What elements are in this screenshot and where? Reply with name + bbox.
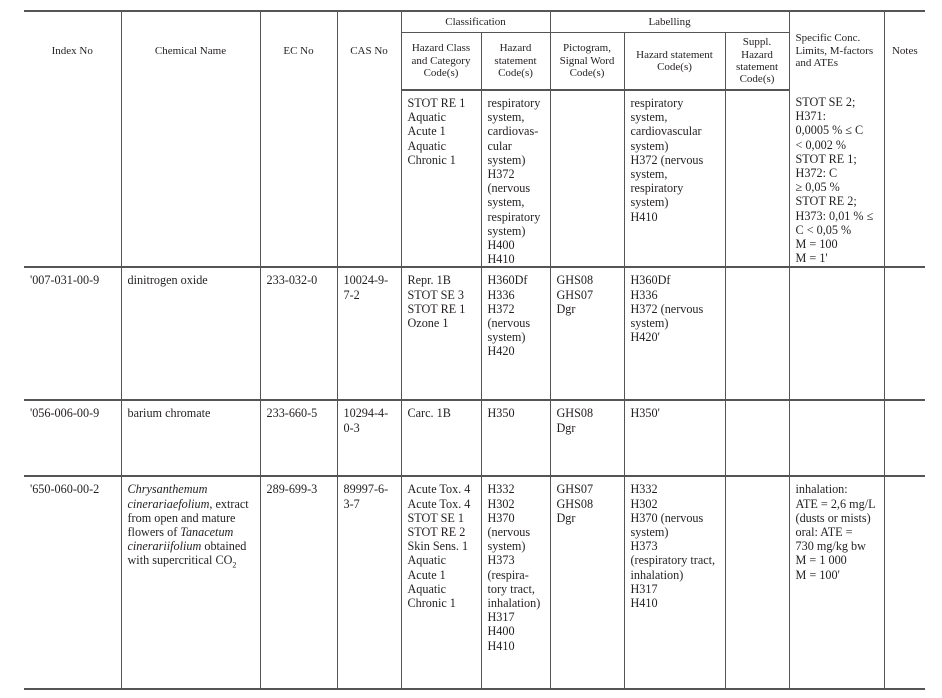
cell-cas-no — [337, 90, 401, 267]
cell-specific-conc — [789, 400, 884, 476]
cell-line: H317 — [630, 581, 658, 596]
cell-line: STOT SE 3 — [407, 287, 464, 302]
table-row — [24, 476, 925, 689]
cell-index-no: '650-060-00-2 — [24, 476, 121, 689]
cell-line: 10024-9- — [343, 273, 389, 288]
cell-line: H400 — [487, 238, 515, 253]
cell-line: Acute 1 — [407, 124, 446, 139]
cell-line: STOT RE 2 — [407, 525, 466, 540]
cell-line: system) — [487, 152, 526, 167]
cell-line: C < 0,05 % — [795, 222, 852, 237]
cell-line: GHS08 — [556, 273, 594, 288]
cell-line: system) — [487, 539, 526, 554]
cell-line: M = 1 000 — [795, 553, 847, 568]
header-cas-no: CAS No — [337, 11, 401, 90]
cell-line: H336 — [630, 287, 658, 302]
cell-line: respiratory — [630, 181, 684, 196]
cell-line: system, — [487, 110, 525, 125]
cell-line: (nervous — [487, 181, 531, 196]
cell-line: STOT RE 1; — [795, 151, 857, 166]
cell-line: 10294-4- — [343, 406, 389, 421]
cell-pictogram — [550, 400, 624, 476]
cell-line: 0,0005 % ≤ C — [795, 123, 864, 138]
cell-line: M = 100 — [795, 237, 838, 252]
cell-line: H410 — [487, 252, 515, 267]
cell-line: STOT RE 1 — [407, 301, 466, 316]
cell-cas-no — [337, 476, 401, 689]
cell-index-no: '007-031-00-9 — [24, 267, 121, 400]
cell-line: H373 — [630, 539, 658, 554]
chemical-name-part: Chrysanthemum cinerariaefolium — [127, 482, 210, 511]
cell-line: Ozone 1 — [407, 316, 449, 331]
cell-line: respiratory — [487, 96, 541, 110]
cell-ec-no: 289-699-3 — [260, 476, 337, 689]
cell-pictogram — [550, 476, 624, 689]
cell-line: H332 — [487, 482, 515, 497]
cell-line: GHS08 — [556, 406, 594, 421]
cell-index-no: '056-006-00-9 — [24, 400, 121, 476]
cell-line: system) — [630, 138, 669, 153]
cell-line: Acute 1 — [407, 567, 446, 582]
cell-line: Dgr — [556, 420, 576, 435]
cell-class-hazard-statement — [481, 267, 550, 400]
cell-suppl-hazard — [725, 400, 789, 476]
cell-line: (respiratory tract, — [630, 553, 716, 568]
cell-line: H370 — [487, 510, 515, 525]
cell-line: H400 — [487, 624, 515, 639]
cell-line: inhalation: — [795, 482, 848, 497]
header-notes: Notes — [884, 11, 925, 90]
cell-class-hazard-statement — [481, 400, 550, 476]
cell-specific-conc — [789, 476, 884, 689]
cell-notes — [884, 400, 925, 476]
cell-line: GHS08 — [556, 496, 594, 511]
cell-hazard-class — [401, 400, 481, 476]
cell-line: H410 — [487, 638, 515, 653]
header-classification: Classification — [401, 11, 550, 33]
table-row — [24, 400, 925, 476]
cell-line: 3-7 — [343, 496, 360, 511]
cell-line: cular — [487, 138, 512, 153]
cell-line: H373 — [487, 553, 515, 568]
header-index-no: Index No — [24, 11, 121, 90]
cell-line: system) — [630, 525, 669, 540]
cell-line: system) — [487, 223, 526, 238]
cell-line: H420' — [630, 330, 660, 345]
cell-specific-conc — [789, 267, 884, 400]
cell-line: H372 (nervous — [630, 301, 704, 316]
header-class-hazard-statement: Hazard statement Code(s) — [481, 33, 550, 91]
cell-ec-no: 233-660-5 — [260, 400, 337, 476]
cell-line: H317 — [487, 610, 515, 625]
cell-pictogram — [550, 90, 624, 267]
chemical-name-part: Tanacetum cinerariifolium — [127, 525, 234, 554]
cell-line: inhalation) — [630, 567, 684, 582]
cell-line: H372 — [487, 301, 515, 316]
chemical-name-part: , extract from open and mature flowers of — [127, 496, 249, 540]
cell-line: H372: C — [795, 166, 838, 181]
cell-line: H350 — [487, 406, 515, 421]
cell-line: M = 1' — [795, 251, 828, 266]
table-row — [24, 90, 925, 267]
cell-line: 730 mg/kg bw — [795, 539, 866, 554]
cell-line: STOT RE 1 — [407, 96, 466, 110]
cell-line: Acute Tox. 4 — [407, 482, 471, 497]
cell-line: H370 (nervous — [630, 510, 704, 525]
cell-line: H410 — [630, 209, 658, 224]
cell-line: STOT SE 2; — [795, 95, 856, 109]
cell-line: STOT RE 2; — [795, 194, 857, 209]
cell-hazard-class — [401, 267, 481, 400]
cell-line: cardiovas- — [487, 124, 539, 139]
cell-line: H302 — [630, 496, 658, 511]
cell-line: Acute Tox. 4 — [407, 496, 471, 511]
cell-line: Aquatic — [407, 581, 447, 596]
hazard-classification-table — [24, 10, 925, 690]
cell-line: M = 100' — [795, 567, 840, 582]
cell-line: cardiovascular — [630, 124, 702, 139]
cell-line: STOT SE 1 — [407, 510, 464, 525]
cell-line: Chronic 1 — [407, 152, 456, 167]
cell-line: Chronic 1 — [407, 596, 456, 611]
cell-line: respiratory — [487, 209, 541, 224]
cell-line: respiratory — [630, 96, 684, 110]
cell-label-hazard-statement — [624, 90, 725, 267]
cell-suppl-hazard — [725, 90, 789, 267]
cell-ec-no: 233-032-0 — [260, 267, 337, 400]
subscript: 2 — [232, 560, 237, 570]
cell-line: H336 — [487, 287, 515, 302]
cell-class-hazard-statement — [481, 90, 550, 267]
cell-line: (nervous — [487, 525, 531, 540]
header-chemical-name: Chemical Name — [121, 11, 260, 90]
cell-line: H332 — [630, 482, 658, 497]
cell-line: (respira- — [487, 567, 529, 582]
table-row — [24, 267, 925, 400]
cell-line: system, — [487, 195, 525, 210]
cell-line: H302 — [487, 496, 515, 511]
cell-suppl-hazard — [725, 267, 789, 400]
cell-chemical-name: dinitrogen oxide — [121, 267, 260, 400]
cell-line: Aquatic — [407, 138, 447, 153]
cell-line: system) — [630, 316, 669, 331]
header-ec-no: EC No — [260, 11, 337, 90]
cell-line: H360Df — [487, 273, 528, 288]
cell-line: 7-2 — [343, 287, 360, 302]
cell-label-hazard-statement — [624, 267, 725, 400]
cell-line: Skin Sens. 1 — [407, 539, 469, 554]
cell-line: ATE = 2,6 mg/L — [795, 496, 876, 511]
cell-index-no — [24, 90, 121, 267]
cell-line: H410 — [630, 596, 658, 611]
cell-line: H372 (nervous — [630, 152, 704, 167]
cell-line: tory tract, — [487, 581, 535, 596]
cell-line: H420 — [487, 344, 515, 359]
cell-line: H360Df — [630, 273, 671, 288]
cell-line: (nervous — [487, 316, 531, 331]
cell-line: 89997-6- — [343, 482, 389, 497]
cell-line: inhalation) — [487, 596, 541, 611]
header-specific-conc: Specific Conc. Limits, M-factors and ATEs — [789, 11, 884, 90]
cell-notes — [884, 90, 925, 267]
cell-line: oral: ATE = — [795, 525, 853, 540]
cell-line: H373: 0,01 % ≤ — [795, 208, 874, 223]
cell-cas-no — [337, 267, 401, 400]
cell-line: system, — [630, 167, 668, 182]
cell-chemical-name: barium chromate — [121, 400, 260, 476]
cell-line: system) — [487, 330, 526, 345]
cell-line: ≥ 0,05 % — [795, 180, 840, 195]
header-suppl-hazard: Suppl. Hazard statement Code(s) — [725, 33, 789, 91]
cell-line: H371: — [795, 109, 826, 124]
cell-line: Dgr — [556, 510, 576, 525]
cell-label-hazard-statement — [624, 476, 725, 689]
header-labelling: Labelling — [550, 11, 789, 33]
cell-label-hazard-statement — [624, 400, 725, 476]
cell-cas-no — [337, 400, 401, 476]
header-pictogram: Pictogram, Signal Word Code(s) — [550, 33, 624, 91]
cell-line: H372 — [487, 167, 515, 182]
cell-line: H350' — [630, 406, 660, 421]
cell-line: Dgr — [556, 301, 576, 316]
cell-line: Carc. 1B — [407, 406, 451, 421]
cell-line: system) — [630, 195, 669, 210]
cell-ec-no — [260, 90, 337, 267]
cell-chemical-name — [121, 476, 260, 689]
cell-line: < 0,002 % — [795, 137, 847, 152]
cell-line: Aquatic — [407, 110, 447, 125]
cell-line: GHS07 — [556, 482, 594, 497]
cell-suppl-hazard — [725, 476, 789, 689]
cell-chemical-name — [121, 90, 260, 267]
header-label-hazard-statement: Hazard statement Code(s) — [624, 33, 725, 91]
cell-line: (dusts or mists) — [795, 510, 871, 525]
cell-specific-conc — [789, 90, 884, 267]
cell-notes — [884, 476, 925, 689]
cell-class-hazard-statement — [481, 476, 550, 689]
cell-line: Repr. 1B — [407, 273, 451, 288]
header-hazard-class: Hazard Class and Category Code(s) — [401, 33, 481, 91]
cell-hazard-class — [401, 476, 481, 689]
cell-pictogram — [550, 267, 624, 400]
cell-line: system, — [630, 110, 668, 125]
cell-line: GHS07 — [556, 287, 594, 302]
cell-notes — [884, 267, 925, 400]
cell-line: 0-3 — [343, 420, 360, 435]
cell-line: Aquatic — [407, 553, 447, 568]
chemical-name-part: obtained with supercritical CO — [127, 539, 247, 568]
cell-hazard-class — [401, 90, 481, 267]
